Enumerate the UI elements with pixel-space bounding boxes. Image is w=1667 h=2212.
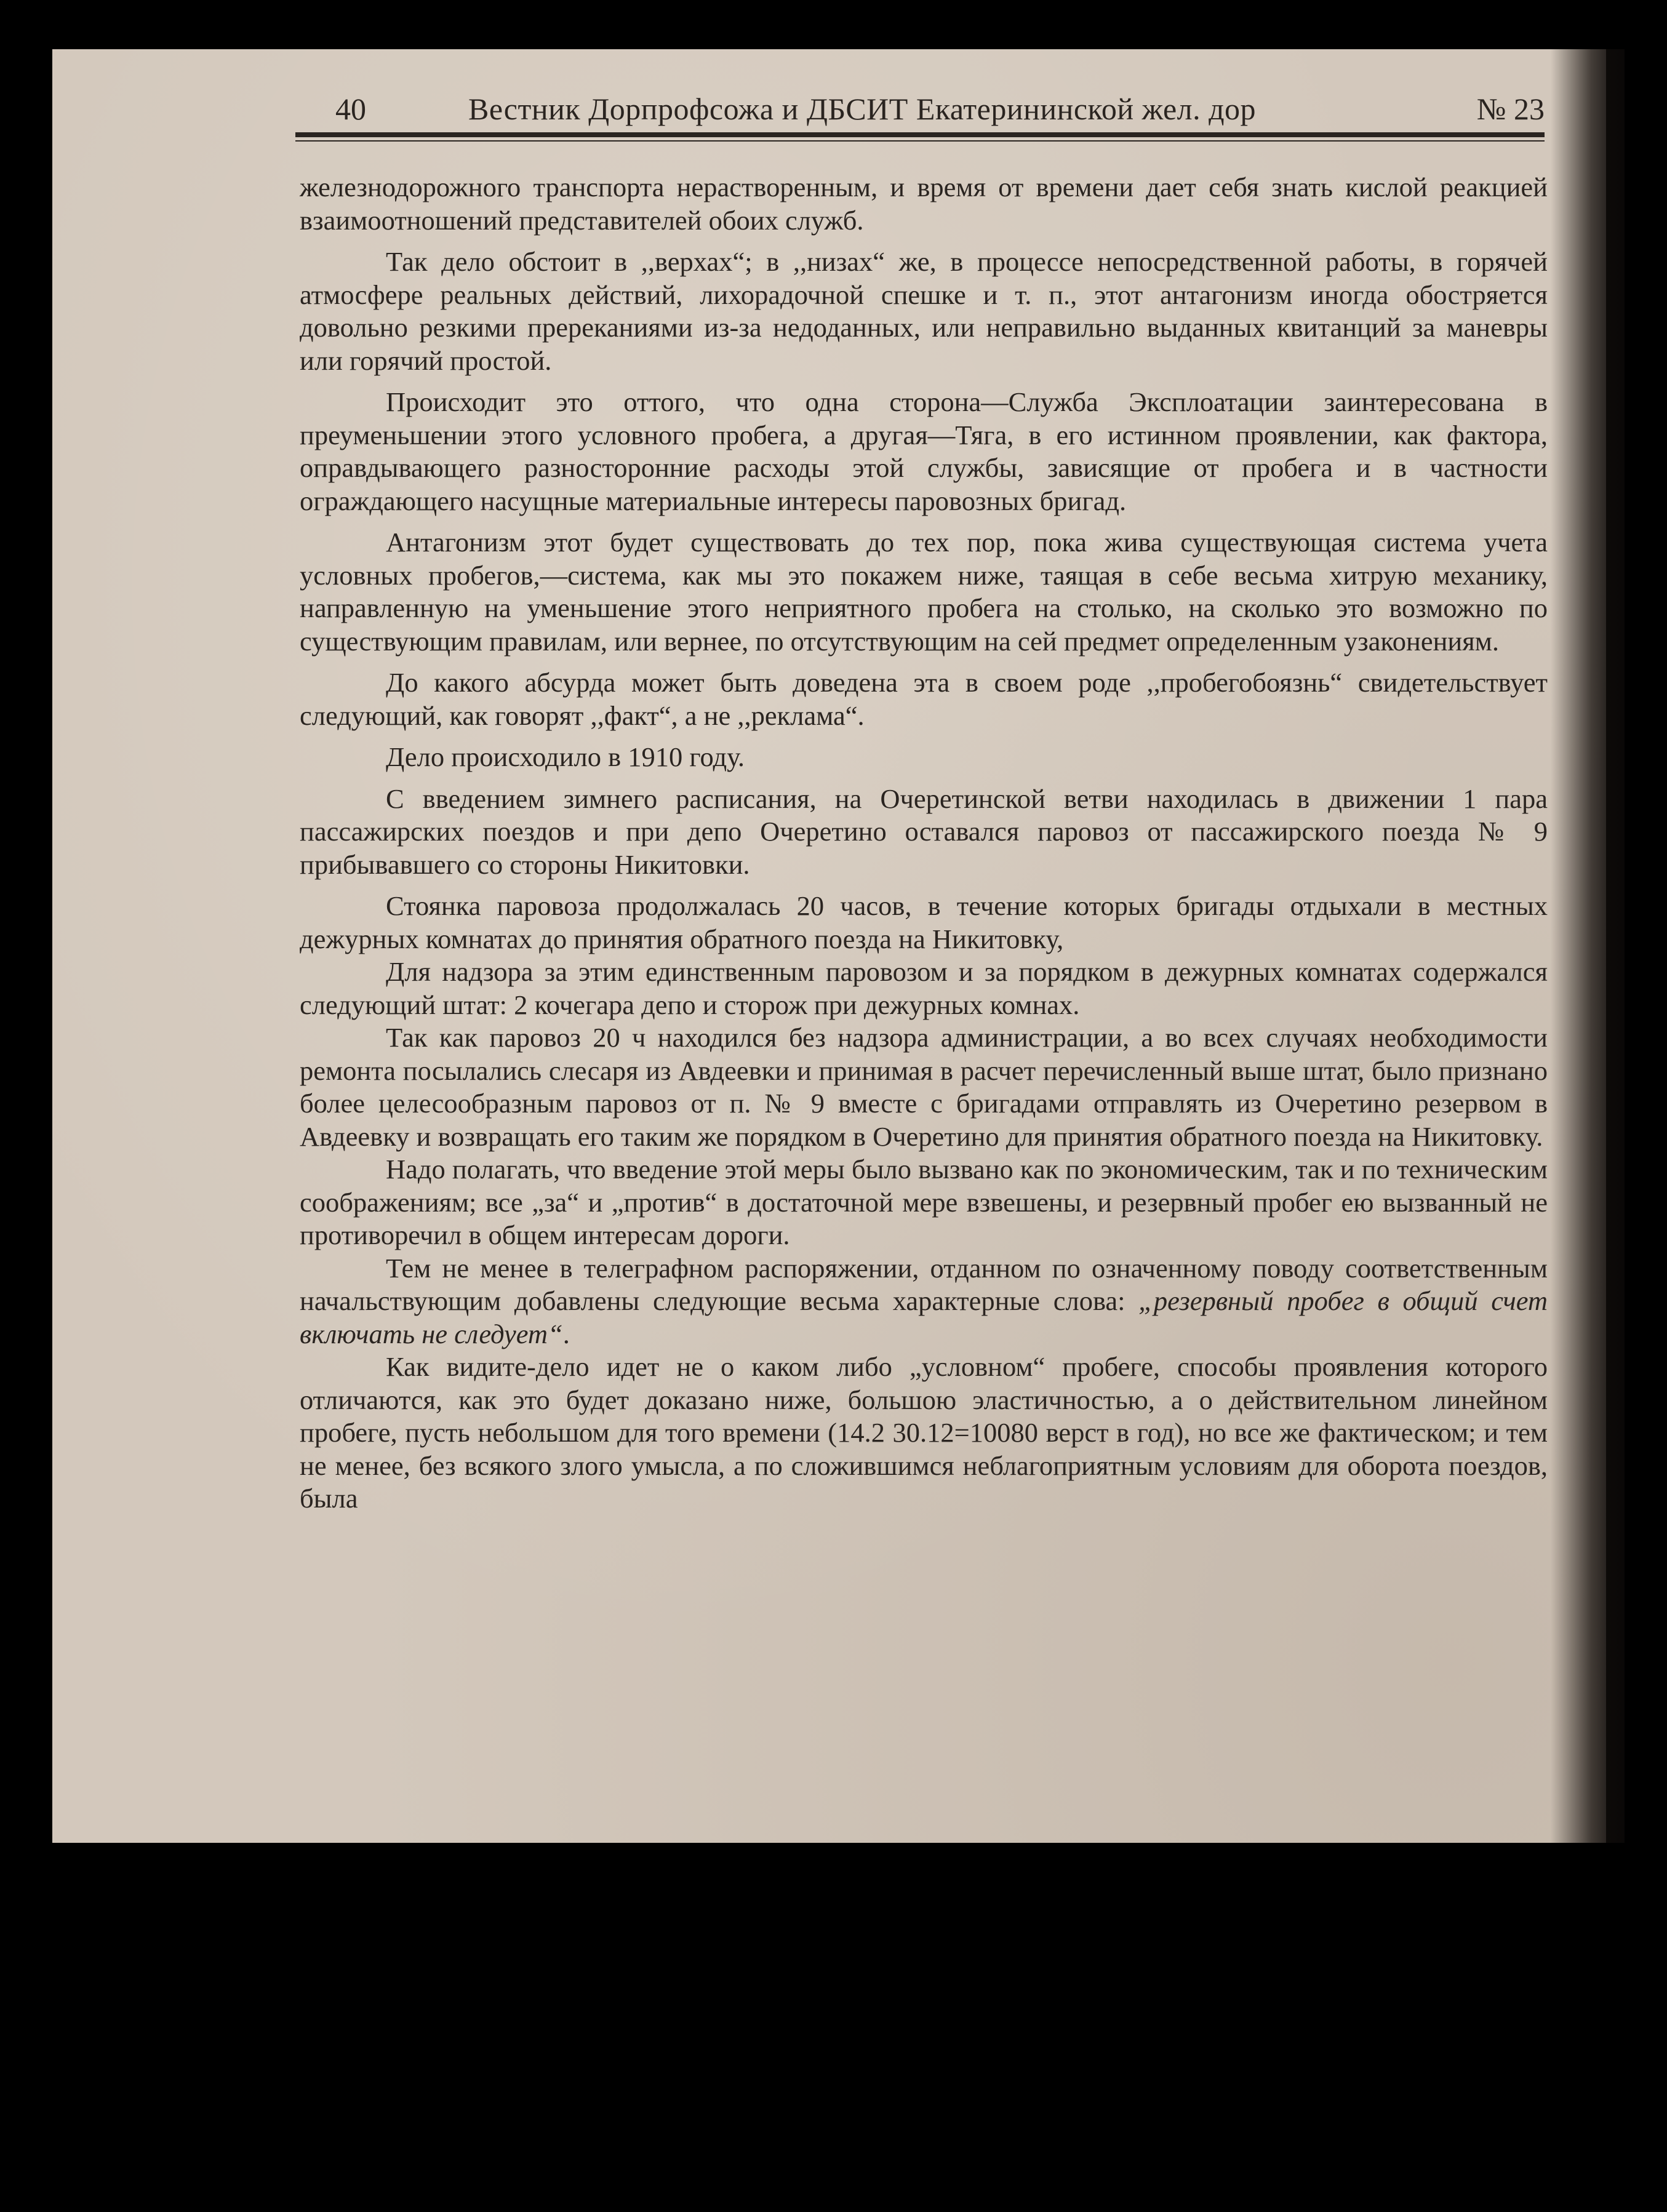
page-number: 40 bbox=[335, 92, 366, 126]
running-header bbox=[323, 86, 1545, 129]
paragraph: Антагонизм этот будет существовать до тех пор, пока жива существующая система учета условных пробегов,—система, как мы это покажем ниже, таящая в себе весьма хитрую механику, направленную на уменьшение этого неприятного пробега на столько, на сколько это возможно по существующим правилам, или вернее, по отсутствующим на сей предмет определенным узаконениям. bbox=[300, 527, 1548, 657]
paragraph: Для надзора за этим единственным паровозом и за порядком в дежурных комнатах содержался следующий штат: 2 кочегара депо и сторож при дежурных комнах. bbox=[300, 956, 1548, 1020]
paragraph: Надо полагать, что введение этой меры было вызвано как по экономическим, так и по техническим соображениям; все „за“ и „против“ в достаточной мере взвешены, и резервный пробег ею вызванный не противоречил в общем интересам дороги. bbox=[300, 1154, 1548, 1250]
paragraph: Так дело обстоит в ,,верхах“; в ,,низах“ же, в процессе непосредственной работы, в горячей атмосфере реальных действий, лихорадочной спешке и т. п., этот антагонизм иногда обостряется довольно резкими пререканиями из-за недоданных, или неправильно выданных квитанций за маневры или горячий простой. bbox=[300, 246, 1548, 376]
paragraph: Как видите-дело идет не о каком либо „условном“ пробеге, способы проявления которого отличаются, как это будет доказано ниже, большою эластичностью, а о действительном линейном пробеге, пусть небольшом для того времени (14.2 30.12=10080 верст в год), но все же фактическом; и тем не менее, без всякого злого умысла, а по сложившимся неблагоприятным условиям для оборота поездов, была bbox=[300, 1351, 1548, 1514]
issue-number: № 23 bbox=[1476, 92, 1545, 126]
paragraph: Происходит это оттого, что одна сторона—Служба Эксплоатации заинтересована в преуменьшении этого условного пробега, а другая—Тяга, в его истинном проявлении, как фактора, оправдывающего разносторонние расходы этой службы, зависящие от пробега и в частности ограждающего насущные материальные интересы паровозных бригад. bbox=[300, 386, 1548, 516]
paragraph: Стоянка паровоза продолжалась 20 часов, в течение которых бригады отдыхали в местных дежурных комнатах до принятия обратного поезда на Никитовку, bbox=[300, 890, 1548, 954]
header-rule-thick bbox=[295, 132, 1545, 137]
running-title: Вестник Дорпрофсожа и ДБСИТ Екатерининской жел. дор bbox=[468, 92, 1257, 126]
article-body bbox=[300, 171, 1548, 1515]
paragraph: До какого абсурда может быть доведена эта в своем роде ,,пробегобоязнь“ свидетельствует следующий, как говорят ,,факт“, а не ,,реклама“. bbox=[300, 667, 1548, 731]
header-rule-thin bbox=[295, 140, 1545, 142]
paragraph-with-quote bbox=[300, 1252, 1548, 1351]
paragraph-continuation: железнодорожного транспорта нерастворенным, и время от времени дает себя знать кислой реакцией взаимоотношений представителей обоих служб. bbox=[300, 172, 1548, 236]
paragraph: Так как паровоз 20 ч находился без надзора администрации, а во всех случаях необходимости ремонта посылались слесаря из Авдеевки и принимая в расчет перечисленный выше штат, было признано более целесообразным паровоз от п. № 9 вместе с бригадами отправлять из Очеретино резервом в Авдеевку и возвращать его таким же порядком в Очеретино для принятия обратного поезда на Никитовку. bbox=[300, 1022, 1548, 1152]
paragraph: С введением зимнего расписания, на Очеретинской ветви находилась в движении 1 пара пассажирских поездов и при депо Очеретино оставался паровоз от пассажирского поезда № 9 прибывавшего со стороны Никитовки. bbox=[300, 783, 1548, 880]
paragraph-text: Тем не менее в телеграфном распоряжении, отданном по означенному поводу соответственным начальствующим добавлены следующие весьма характерные слова: bbox=[300, 1252, 1548, 1316]
paragraph: Дело происходило в 1910 году. bbox=[386, 741, 745, 772]
telegram-quote: „резервный пробег в общий счет включать не следует“ bbox=[300, 1285, 1548, 1349]
book-spine-shadow bbox=[1551, 49, 1625, 1843]
paragraph-text: . bbox=[562, 1318, 570, 1349]
